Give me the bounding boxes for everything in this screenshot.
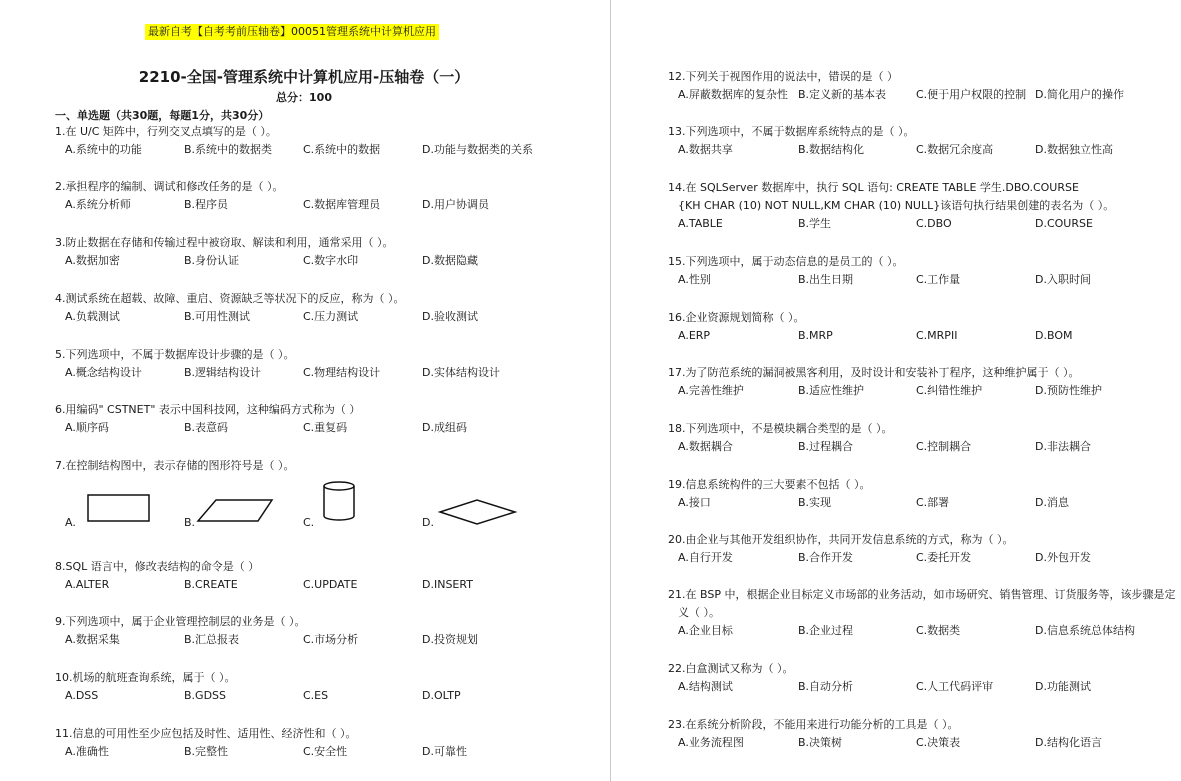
option-b: B.适应性维护 [798, 384, 865, 397]
option-d: D.成组码 [422, 421, 467, 434]
question-3 [55, 234, 600, 270]
option-c: C.数据库管理员 [303, 198, 381, 211]
option-d: D.INSERT [422, 578, 473, 591]
option-b: B.GDSS [184, 689, 227, 702]
option-c: C.人工代码评审 [916, 680, 994, 693]
option-b: B.过程耦合 [798, 440, 854, 453]
option-b: B.完整性 [184, 745, 229, 758]
question-text: 14.在 SQLServer 数据库中，执行 SQL 语句: CREATE TABLE 学生.DBO.COURSE [668, 181, 1079, 194]
exam-title: 2210-全国-管理系统中计算机应用-压轴卷（一） [138, 68, 470, 86]
question-options [55, 196, 600, 214]
question-text: 2.承担程序的编制、调试和修改任务的是（ ）。 [55, 180, 284, 193]
option-b: B.系统中的数据类 [184, 143, 273, 156]
cylinder-shape-icon [303, 480, 413, 535]
rectangle-shape-icon [65, 480, 175, 535]
option-d: D.简化用户的操作 [1035, 88, 1124, 101]
option-a: A.业务流程图 [678, 736, 744, 749]
question-text: 15.下列选项中，属于动态信息的是员工的（ ）。 [668, 255, 904, 268]
question-text-continued: {KH CHAR (10) NOT NULL,KM CHAR (10) NULL}该语句执行结果创建的表名为（ ）。 [678, 199, 1115, 212]
question-options [668, 622, 1173, 640]
question-text-continued: 义（ ）。 [678, 606, 720, 619]
option-b-label: B. [184, 516, 196, 529]
question-21 [668, 586, 1176, 640]
question-10 [55, 669, 600, 705]
question-text: 7.在控制结构图中，表示存储的图形符号是（ ）。 [55, 459, 295, 472]
question-9 [55, 613, 600, 649]
option-c: C.压力测试 [303, 310, 359, 323]
option-c: C.系统中的数据 [303, 143, 381, 156]
option-c: C.数据冗余度高 [916, 143, 994, 156]
option-d: D.可靠性 [422, 745, 467, 758]
option-c: C.便于用户权限的控制 [916, 88, 1027, 101]
option-b: B.学生 [798, 217, 832, 230]
option-a: A.自行开发 [678, 551, 733, 564]
option-a: A.顺序码 [65, 421, 109, 434]
option-a: A.准确性 [65, 745, 109, 758]
question-options [668, 382, 1173, 400]
option-b: B.定义新的基本表 [798, 88, 887, 101]
question-7 [55, 457, 600, 475]
question-text: 20.由企业与其他开发组织协作，共同开发信息系统的方式，称为（ ）。 [668, 533, 1014, 546]
question-text: 12.下列关于视图作用的说法中，错误的是（ ） [668, 70, 898, 83]
question-text: 6.用编码" CSTNET" 表示中国科技网，这种编码方式称为（ ） [55, 403, 361, 416]
option-b: B.身份认证 [184, 254, 240, 267]
option-d: D.数据隐藏 [422, 254, 478, 267]
option-d: D.外包开发 [1035, 551, 1091, 564]
option-a: A.数据加密 [65, 254, 120, 267]
question-text: 21.在 BSP 中，根据企业目标定义市场部的业务活动，如市场研究、销售管理、订货服务等，该步骤是定 [668, 588, 1176, 601]
question-23 [668, 716, 1173, 752]
option-a: A.完善性维护 [678, 384, 744, 397]
option-a: A.结构测试 [678, 680, 733, 693]
option-d: D.功能与数据类的关系 [422, 143, 533, 156]
option-a: A.概念结构设计 [65, 366, 142, 379]
question-options [55, 308, 600, 326]
option-a: A.数据采集 [65, 633, 120, 646]
question-13 [668, 123, 1173, 159]
question-options [55, 743, 600, 761]
question-options [55, 576, 600, 594]
option-c: C.物理结构设计 [303, 366, 381, 379]
question-18 [668, 420, 1173, 456]
option-c: C.MRPII [916, 329, 958, 342]
option-a: A.DSS [65, 689, 99, 702]
question-options [668, 494, 1173, 512]
question-text: 9.下列选项中，属于企业管理控制层的业务是（ ）。 [55, 615, 306, 628]
option-d: D.消息 [1035, 496, 1069, 509]
option-c: C.部署 [916, 496, 950, 509]
question-8 [55, 558, 600, 594]
option-b: B.CREATE [184, 578, 238, 591]
option-a: A.ALTER [65, 578, 110, 591]
question-options [55, 631, 600, 649]
question-text: 8.SQL 语言中，修改表结构的命令是（ ） [55, 560, 260, 573]
question-text: 4.测试系统在超载、故障、重启、资源缺乏等状况下的反应，称为（ ）。 [55, 292, 405, 305]
question-options [668, 215, 1173, 233]
question-options [55, 419, 600, 437]
page-divider [610, 0, 611, 781]
question-1 [55, 123, 600, 159]
option-d: D.功能测试 [1035, 680, 1091, 693]
option-c: C.DBO [916, 217, 952, 230]
option-a: A.屏蔽数据库的复杂性 [678, 88, 788, 101]
question-22 [668, 660, 1173, 696]
question-text: 23.在系统分析阶段，不能用来进行功能分析的工具是（ ）。 [668, 718, 959, 731]
question-options [55, 687, 600, 705]
question-text: 3.防止数据在存储和传输过程中被窃取、解读和利用，通常采用（ ）。 [55, 236, 394, 249]
question-text: 18.下列选项中，不是模块耦合类型的是（ ）。 [668, 422, 893, 435]
option-a: A.系统分析师 [65, 198, 131, 211]
option-d: D.BOM [1035, 329, 1073, 342]
question-text: 5.下列选项中，不属于数据库设计步骤的是（ ）。 [55, 348, 295, 361]
option-d: D.验收测试 [422, 310, 478, 323]
question-19 [668, 476, 1173, 512]
option-c: C.ES [303, 689, 329, 702]
option-d-label: D. [422, 516, 434, 529]
question-5 [55, 346, 600, 382]
option-c: C.安全性 [303, 745, 348, 758]
option-c: C.控制耦合 [916, 440, 972, 453]
option-b: B.决策树 [798, 736, 843, 749]
option-d: D.实体结构设计 [422, 366, 500, 379]
option-b: B.合作开发 [798, 551, 854, 564]
question-text: 1.在 U/C 矩阵中，行列交叉点填写的是（ ）。 [55, 125, 277, 138]
question-text: 11.信息的可用性至少应包括及时性、适用性、经济性和（ ）。 [55, 727, 357, 740]
question-text: 10.机场的航班查询系统，属于（ ）。 [55, 671, 236, 684]
option-a: A.接口 [678, 496, 711, 509]
option-d: D.入职时间 [1035, 273, 1091, 286]
option-b [184, 480, 294, 535]
option-c: C.数字水印 [303, 254, 359, 267]
option-b: B.自动分析 [798, 680, 854, 693]
question-7-shape-options [55, 480, 600, 535]
option-c-label: C. [303, 516, 315, 529]
question-options [668, 327, 1173, 345]
option-c [303, 480, 413, 535]
right-page [614, 0, 1181, 781]
option-a: A.数据共享 [678, 143, 733, 156]
question-15 [668, 253, 1173, 289]
question-options [55, 141, 600, 159]
option-d: D.OLTP [422, 689, 461, 702]
question-11 [55, 725, 600, 761]
question-12 [668, 68, 1173, 104]
question-text: 13.下列选项中，不属于数据库系统特点的是（ ）。 [668, 125, 915, 138]
question-options [668, 438, 1173, 456]
question-16 [668, 309, 1173, 345]
option-a: A.ERP [678, 329, 711, 342]
option-b: B.MRP [798, 329, 833, 342]
option-c: C.决策表 [916, 736, 961, 749]
option-b: B.数据结构化 [798, 143, 865, 156]
option-d: D.预防性维护 [1035, 384, 1102, 397]
option-a: A.TABLE [678, 217, 723, 230]
option-b: B.出生日期 [798, 273, 854, 286]
option-b: B.实现 [798, 496, 832, 509]
exam-banner: 最新自考【自考考前压轴卷】00051管理系统中计算机应用 [145, 24, 439, 40]
option-a: A.负载测试 [65, 310, 120, 323]
question-text: 19.信息系统构件的三大要素不包括（ ）。 [668, 478, 871, 491]
option-d: D.非法耦合 [1035, 440, 1091, 453]
question-6 [55, 401, 600, 437]
question-text: 17.为了防范系统的漏洞被黑客利用，及时设计和安装补丁程序，这种维护属于（ ）。 [668, 366, 1080, 379]
option-a: A.数据耦合 [678, 440, 733, 453]
option-a [65, 480, 175, 535]
question-options [55, 252, 600, 270]
question-text: 16.企业资源规划简称（ ）。 [668, 311, 805, 324]
parallelogram-shape-icon [184, 480, 294, 535]
question-20 [668, 531, 1173, 567]
option-b: B.可用性测试 [184, 310, 251, 323]
option-b: B.企业过程 [798, 624, 854, 637]
question-options [668, 549, 1173, 567]
option-c: C.数据类 [916, 624, 961, 637]
total-score: 总分：100 [276, 91, 332, 104]
option-c: C.市场分析 [303, 633, 359, 646]
diamond-shape-icon [422, 480, 552, 535]
question-options [668, 86, 1173, 104]
question-17 [668, 364, 1173, 400]
option-a: A.系统中的功能 [65, 143, 142, 156]
option-d: D.投资规划 [422, 633, 478, 646]
question-text: 22.白盒测试又称为（ ）。 [668, 662, 794, 675]
option-c: C.工作量 [916, 273, 961, 286]
option-b: B.程序员 [184, 198, 229, 211]
section-heading: 一、单选题（共30题，每题1分，共30分） [55, 109, 270, 122]
question-options [668, 141, 1173, 159]
option-a: A.性别 [678, 273, 711, 286]
option-d [422, 480, 552, 535]
question-options [668, 734, 1173, 752]
option-a: A.企业目标 [678, 624, 733, 637]
option-c: C.UPDATE [303, 578, 358, 591]
question-2 [55, 178, 600, 214]
option-d: D.数据独立性高 [1035, 143, 1113, 156]
option-d: D.结构化语言 [1035, 736, 1102, 749]
option-c: C.重复码 [303, 421, 348, 434]
question-14 [668, 179, 1173, 233]
option-d: D.用户协调员 [422, 198, 489, 211]
option-b: B.表意码 [184, 421, 229, 434]
option-c: C.委托开发 [916, 551, 972, 564]
question-4 [55, 290, 600, 326]
question-options [668, 271, 1173, 289]
option-b: B.汇总报表 [184, 633, 240, 646]
question-options [668, 678, 1173, 696]
option-c: C.纠错性维护 [916, 384, 983, 397]
option-d: D.信息系统总体结构 [1035, 624, 1135, 637]
option-b: B.逻辑结构设计 [184, 366, 262, 379]
option-a-label: A. [65, 516, 76, 529]
question-options [55, 364, 600, 382]
option-d: D.COURSE [1035, 217, 1093, 230]
